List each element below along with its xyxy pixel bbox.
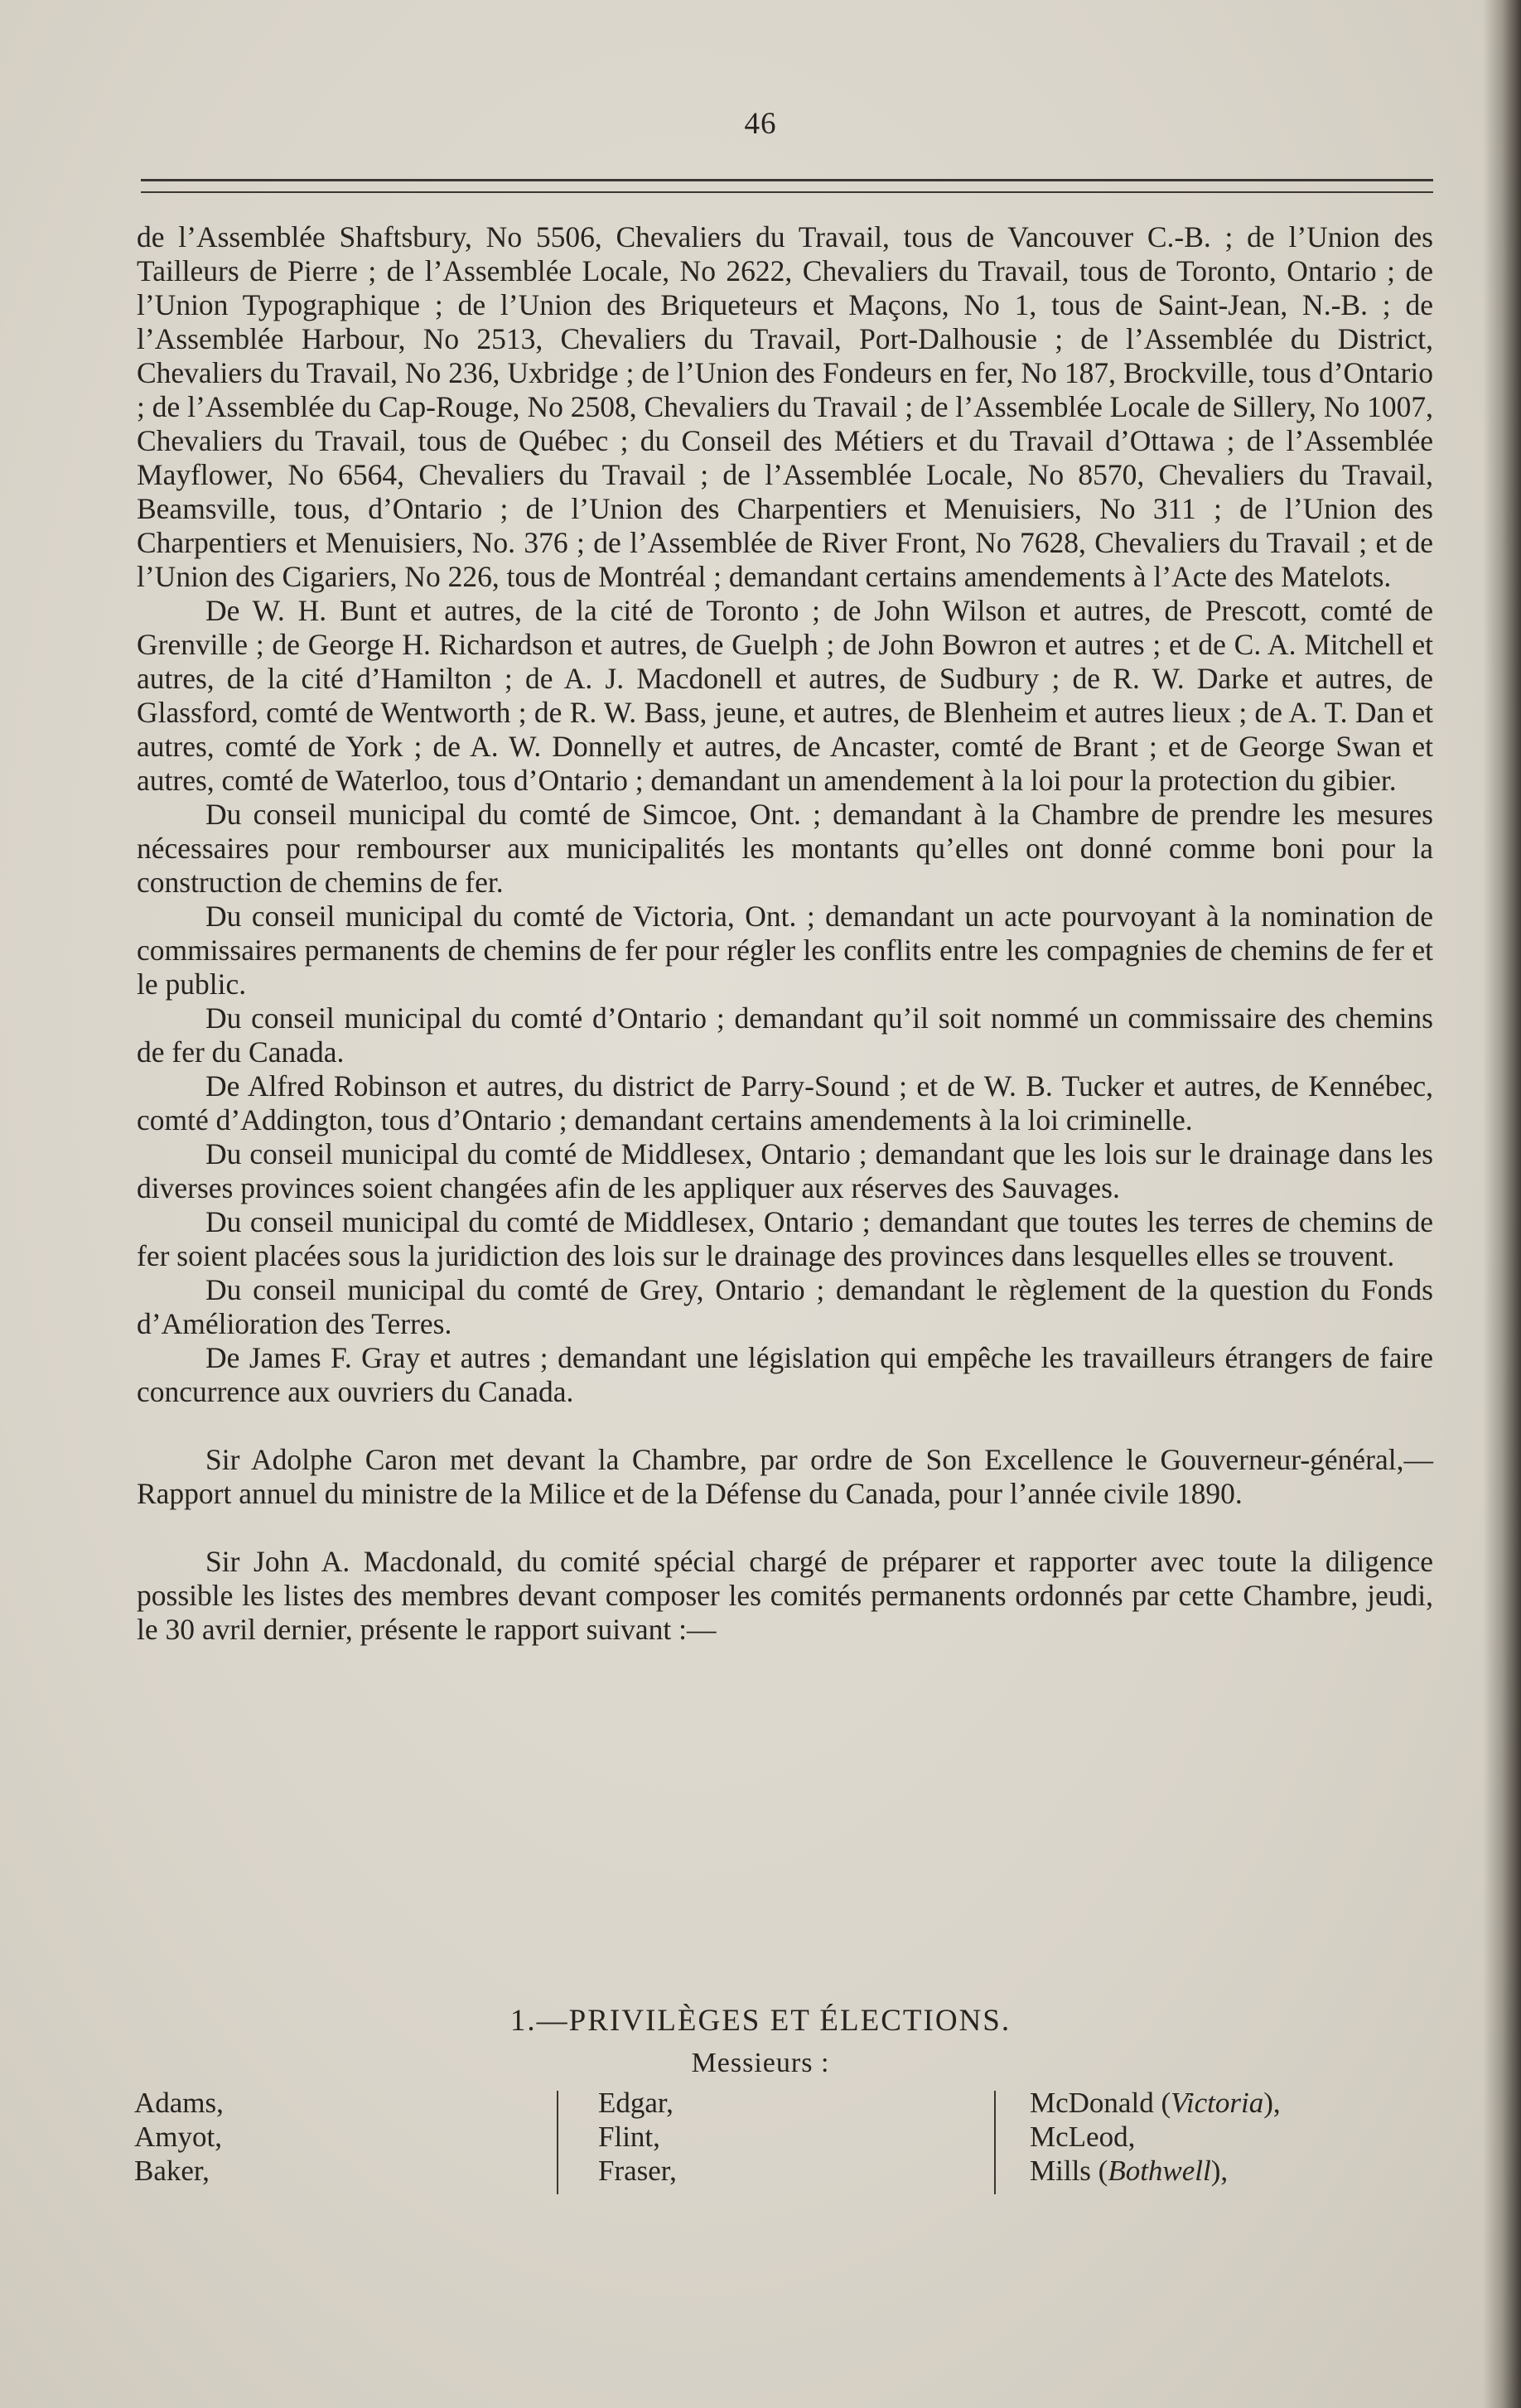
paragraph-robinson: De Alfred Robinson et autres, du district de Parry-Sound ; et de W. B. Tucker et autres, de Kennébec, comté d’Addington, tous d’Ontario ; demandant certains amendements à la loi criminelle.	[137, 1069, 1433, 1136]
header-rule-thin	[141, 191, 1433, 193]
column-divider	[557, 2091, 558, 2194]
member-name	[1030, 2086, 1281, 2120]
body-text	[137, 220, 1433, 1647]
member-surname: Mills (	[1030, 2155, 1108, 2187]
member-riding: Victoria	[1171, 2087, 1264, 2119]
paragraph-macdonald: Sir John A. Macdonald, du comité spécial chargé de préparer et rapporter avec toute la diligence possible les listes des membres devant composer les comités permanents ordonnés par cette Chambre, jeudi, le 30 avril dernier, présente le rapport suivant :—	[137, 1545, 1433, 1646]
member-name: Baker,	[134, 2155, 210, 2187]
committee-subheading: Messieurs :	[691, 2048, 830, 2078]
paragraph-petitions-labour: de l’Assemblée Shaftsbury, No 5506, Chevaliers du Travail, tous de Vancouver C.-B. ; de l’Union des Tailleurs de Pierre ; de l’Assemblée Locale, No 2622, Chevaliers du Travail, tous de Toronto, Ontario ; de l’Union Typographique ; de l’Union des Briqueteurs et Maçons, No 1, tous de Saint-Jean, N.-B. ; de l’Assemblée Harbour, No 2513, Chevaliers du Travail, Port-Dalhousie ; de l’Assemblée du District, Chevaliers du Travail, No 236, Uxbridge ; de l’Union des Fondeurs en fer, No 187, Brockville, tous d’Ontario ; de l’Assemblée du Cap-Rouge, No 2508, Chevaliers du Travail ; de l’Assemblée Locale de Sillery, No 1007, Chevaliers du Travail, tous de Québec ; du Conseil des Métiers et du Travail d’Ottawa ; de l’Assemblée Mayflower, No 6564, Chevaliers du Travail ; de l’Assemblée Locale, No 8570, Chevaliers du Travail, Beamsville, tous, d’Ontario ; de l’Union des Charpentiers et Menuisiers, No 311 ; de l’Union des Charpentiers et Menuisiers, No. 376 ; de l’Assemblée de River Front, No 7628, Chevaliers du Travail ; et de l’Union des Cigariers, No 226, tous de Montréal ; demandant certains amendements à l’Acte des Matelots.	[137, 220, 1433, 593]
paragraph-grey: Du conseil municipal du comté de Grey, Ontario ; demandant le règlement de la question du Fonds d’Amélioration des Terres.	[137, 1273, 1433, 1340]
members-column-2	[598, 2086, 677, 2188]
member-surname: McDonald (	[1030, 2087, 1171, 2119]
paragraph-middlesex-2: Du conseil municipal du comté de Middlesex, Ontario ; demandant que toutes les terres de chemins de fer soient placées sous la juridiction des lois sur le drainage des provinces dans lesquelles elles se trouvent.	[137, 1205, 1433, 1272]
paragraph-petitions-game: De W. H. Bunt et autres, de la cité de Toronto ; de John Wilson et autres, de Prescott, comté de Grenville ; de George H. Richardson et autres, de Guelph ; de John Bowron et autres ; et de C. A. Mitchell et autres, de la cité d’Hamilton ; de A. J. Macdonell et autres, de Sudbury ; de R. W. Darke et autres, de Glassford, comté de Wentworth ; de R. W. Bass, jeune, et autres, de Blenheim et autres lieux ; de A. T. Dan et autres, comté de York ; de A. W. Donnelly et autres, de Ancaster, comté de Brant ; et de George Swan et autres, comté de Waterloo, tous d’Ontario ; demandant un amendement à la loi pour la protection du gibier.	[137, 594, 1433, 797]
paragraph-victoria: Du conseil municipal du comté de Victoria, Ont. ; demandant un acte pourvoyant à la nomination de commissaires permanents de chemins de fer pour régler les conflits entre les compagnies de chemins de fer et le public.	[137, 900, 1433, 1001]
committee-heading: 1.—PRIVILÈGES ET ÉLECTIONS.	[509, 2004, 1012, 2038]
page-edge-shadow	[1483, 0, 1521, 2408]
members-column-3	[1030, 2086, 1281, 2188]
member-name: Flint,	[598, 2121, 660, 2153]
column-divider	[994, 2091, 996, 2194]
member-name	[1030, 2154, 1281, 2188]
member-suffix: ),	[1263, 2087, 1281, 2119]
paragraph-caron: Sir Adolphe Caron met devant la Chambre, par ordre de Son Excellence le Gouverneur-général,—Rapport annuel du ministre de la Milice et de la Défense du Canada, pour l’année civile 1890.	[137, 1443, 1433, 1510]
paragraph-ontario: Du conseil municipal du comté d’Ontario ; demandant qu’il soit nommé un commissaire des chemins de fer du Canada.	[137, 1001, 1433, 1069]
paragraph-simcoe: Du conseil municipal du comté de Simcoe, Ont. ; demandant à la Chambre de prendre les mesures nécessaires pour rembourser aux municipalités les montants qu’elles ont donné comme boni pour la construction de chemins de fer.	[137, 798, 1433, 899]
members-column-1	[134, 2086, 224, 2188]
member-surname: McLeod,	[1030, 2121, 1136, 2153]
member-riding: Bothwell	[1108, 2155, 1211, 2187]
page-number: 46	[744, 107, 777, 141]
paragraph-gray: De James F. Gray et autres ; demandant une législation qui empêche les travailleurs étrangers de faire concurrence aux ouvriers du Canada.	[137, 1341, 1433, 1408]
member-name: Amyot,	[134, 2121, 222, 2153]
member-name: Fraser,	[598, 2155, 677, 2187]
paragraph-middlesex-1: Du conseil municipal du comté de Middlesex, Ontario ; demandant que les lois sur le drainage dans les diverses provinces soient changées afin de les appliquer aux réserves des Sauvages.	[137, 1137, 1433, 1204]
header-rule-thick	[141, 179, 1433, 181]
member-name: Edgar,	[598, 2087, 674, 2119]
member-name: Adams,	[134, 2087, 224, 2119]
member-name	[1030, 2120, 1281, 2154]
member-suffix: ),	[1210, 2155, 1229, 2187]
